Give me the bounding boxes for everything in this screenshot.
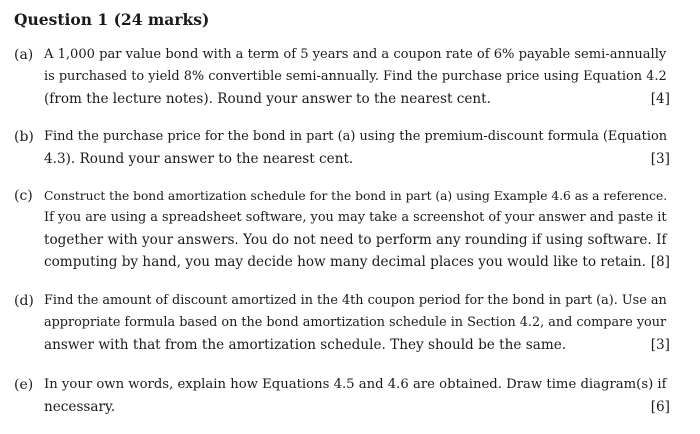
part-c-line-4: computing by hand, you may decide how many decimal places you would like to retain. <box>44 254 646 270</box>
part-b-line-1: Find the purchase price for the bond in part (a) using the premium-discount formula (Equation <box>44 129 668 144</box>
part-e <box>14 374 678 422</box>
part-e-label: (e) <box>14 377 34 393</box>
part-d-label: (d) <box>14 293 34 309</box>
part-b-label: (b) <box>14 129 34 145</box>
part-c <box>14 185 678 277</box>
part-d <box>14 290 678 360</box>
part-d-line-3: answer with that from the amortization schedule. They should be the same. <box>44 337 567 353</box>
part-b-marks: [3] <box>650 151 670 167</box>
part-e-line-2: necessary. <box>44 399 116 415</box>
part-d-line-1: Find the amount of discount amortized in the 4th coupon period for the bond in part (a). Use an <box>44 293 667 308</box>
part-a-marks: [4] <box>650 91 670 107</box>
part-c-text <box>44 185 670 273</box>
part-b <box>14 126 678 174</box>
part-c-line-2: If you are using a spreadsheet software, you may take a screenshot of your answer and paste it <box>44 210 667 225</box>
part-b-text <box>44 126 670 170</box>
part-d-text <box>44 290 670 356</box>
part-d-marks: [3] <box>650 337 670 353</box>
part-a-line-3: (from the lecture notes). Round your answer to the nearest cent. <box>44 91 491 107</box>
part-e-line-1: In your own words, explain how Equations 4.5 and 4.6 are obtained. Draw time diagram(s) if <box>44 377 667 392</box>
part-a <box>14 44 678 114</box>
part-b-line-2: 4.3). Round your answer to the nearest cent. <box>44 151 354 167</box>
part-c-label: (c) <box>14 188 33 204</box>
part-c-line-3: together with your answers. You do not need to perform any rounding if using software. If <box>44 232 667 248</box>
part-d-line-2: appropriate formula based on the bond amortization schedule in Section 4.2, and compare your <box>44 315 667 330</box>
part-e-marks: [6] <box>650 399 670 415</box>
part-c-line-1: Construct the bond amortization schedule for the bond in part (a) using Example 4.6 as a reference. <box>44 189 668 203</box>
part-a-line-2: is purchased to yield 8% convertible semi-annually. Find the purchase price using Equation 4.2 <box>44 69 667 84</box>
question-heading: Question 1 (24 marks) <box>14 10 210 29</box>
part-a-line-1: A 1,000 par value bond with a term of 5 years and a coupon rate of 6% payable semi-annually <box>44 47 667 62</box>
part-a-text <box>44 44 670 110</box>
part-c-marks: [8] <box>650 254 670 270</box>
part-a-label: (a) <box>14 47 34 63</box>
part-e-text <box>44 374 670 418</box>
